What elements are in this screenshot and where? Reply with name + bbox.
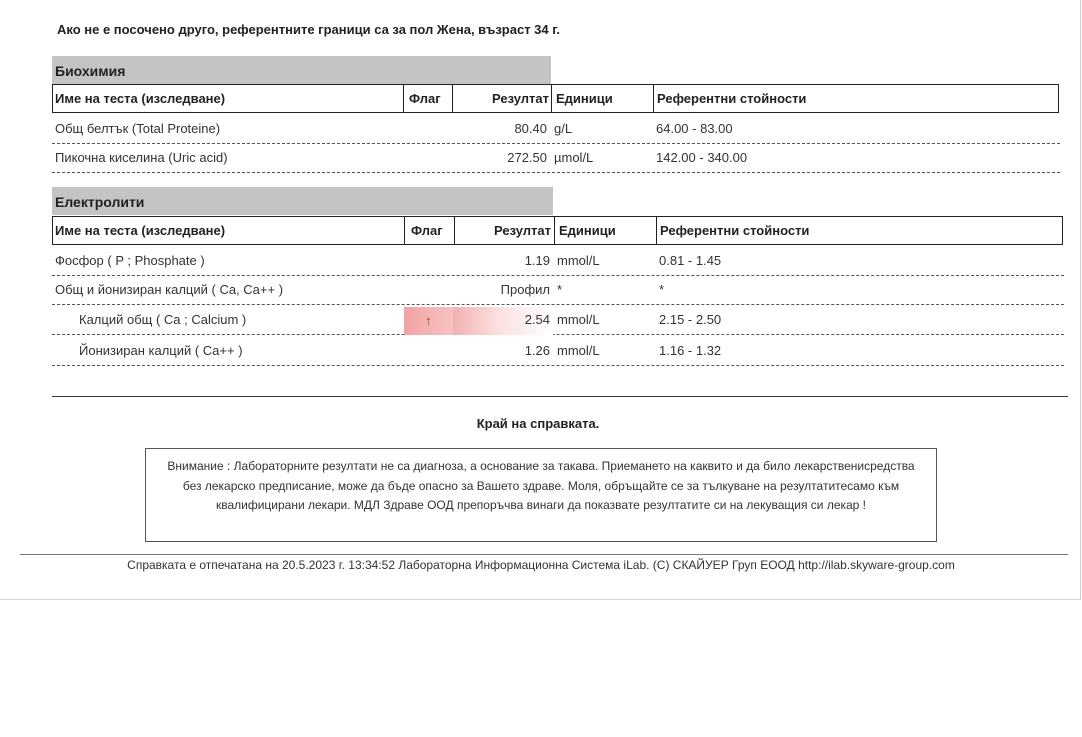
col-header-units: Единици [551, 85, 653, 112]
test-result: 272.50 [507, 150, 547, 165]
test-reference: * [659, 282, 665, 297]
test-name: Общ и йонизиран калций ( Ca, Ca++ ) [55, 282, 284, 297]
col-header-units: Единици [554, 217, 656, 244]
divider [52, 396, 1068, 397]
test-units: mmol/L [557, 253, 600, 268]
col-header-name: Име на теста (изследване) [55, 223, 226, 238]
test-result: 2.54 [524, 312, 550, 327]
table-header-electro [52, 216, 1063, 245]
col-header-name: Име на теста (изследване) [55, 91, 226, 106]
table-row [52, 306, 1064, 335]
test-units: g/L [554, 121, 573, 136]
section-title-electro: Електролити [52, 187, 553, 215]
test-result: Профил [500, 282, 550, 297]
flag-high-icon: ↑ [404, 307, 453, 335]
test-units: * [557, 282, 563, 297]
print-footer: Справката е отпечатана на 20.5.2023 г. 13:34:52 Лабораторна Информационна Система iLab. (C) СКАЙУЕР Груп ЕООД http://ilab.skyware-group.com [127, 558, 955, 572]
test-reference: 0.81 - 1.45 [659, 253, 722, 268]
col-header-result: Резултат [452, 85, 552, 112]
test-name: Общ белтък (Total Proteine) [55, 121, 221, 136]
col-header-result: Резултат [454, 217, 554, 244]
test-reference: 1.16 - 1.32 [659, 343, 722, 358]
disclaimer-box [145, 448, 937, 542]
test-units: mmol/L [557, 312, 600, 327]
test-units: µmol/L [554, 150, 594, 165]
col-header-flag: Флаг [403, 85, 453, 112]
col-header-reference: Референтни стойности [653, 85, 1058, 112]
table-row [52, 276, 1064, 305]
col-header-flag: Флаг [404, 217, 454, 244]
test-result: 80.40 [514, 121, 547, 136]
table-row [52, 144, 1060, 173]
test-result: 1.19 [524, 253, 550, 268]
section-title-biochem: Биохимия [52, 56, 551, 84]
test-reference: 2.15 - 2.50 [659, 312, 722, 327]
test-reference: 64.00 - 83.00 [656, 121, 733, 136]
end-of-report: Край на справката. [476, 416, 600, 431]
test-name: Фосфор ( P ; Phosphate ) [55, 253, 205, 268]
test-reference: 142.00 - 340.00 [656, 150, 748, 165]
reference-note: Ако не е посочено друго, референтните граници са за пол Жена, възраст 34 г. [57, 22, 560, 37]
test-result: 1.26 [524, 343, 550, 358]
table-row [52, 115, 1060, 144]
table-row [52, 337, 1064, 366]
test-name: Пикочна киселина (Uric acid) [55, 150, 228, 165]
footer-divider [20, 554, 1068, 555]
test-name: Калций общ ( Ca ; Calcium ) [79, 312, 247, 327]
test-units: mmol/L [557, 343, 600, 358]
table-row [52, 247, 1064, 276]
col-header-reference: Референтни стойности [656, 217, 1062, 244]
test-name: Йонизиран калций ( Ca++ ) [79, 343, 243, 358]
table-header-biochem [52, 84, 1059, 113]
disclaimer-text: Внимание : Лабораторните резултати не са диагноза, а основание за такава. Приемането на каквито и да било лекарственисредства без лекарско предписание, може да бъде опасно за Вашето здраве. Моля, обръщайте се за тълкуване на резултатитесамо към квалифицирани лекари. МДЛ Здраве ООД препоръчва винаги да показвате резултатите си на лекуващия си лекар ! [167, 459, 915, 512]
